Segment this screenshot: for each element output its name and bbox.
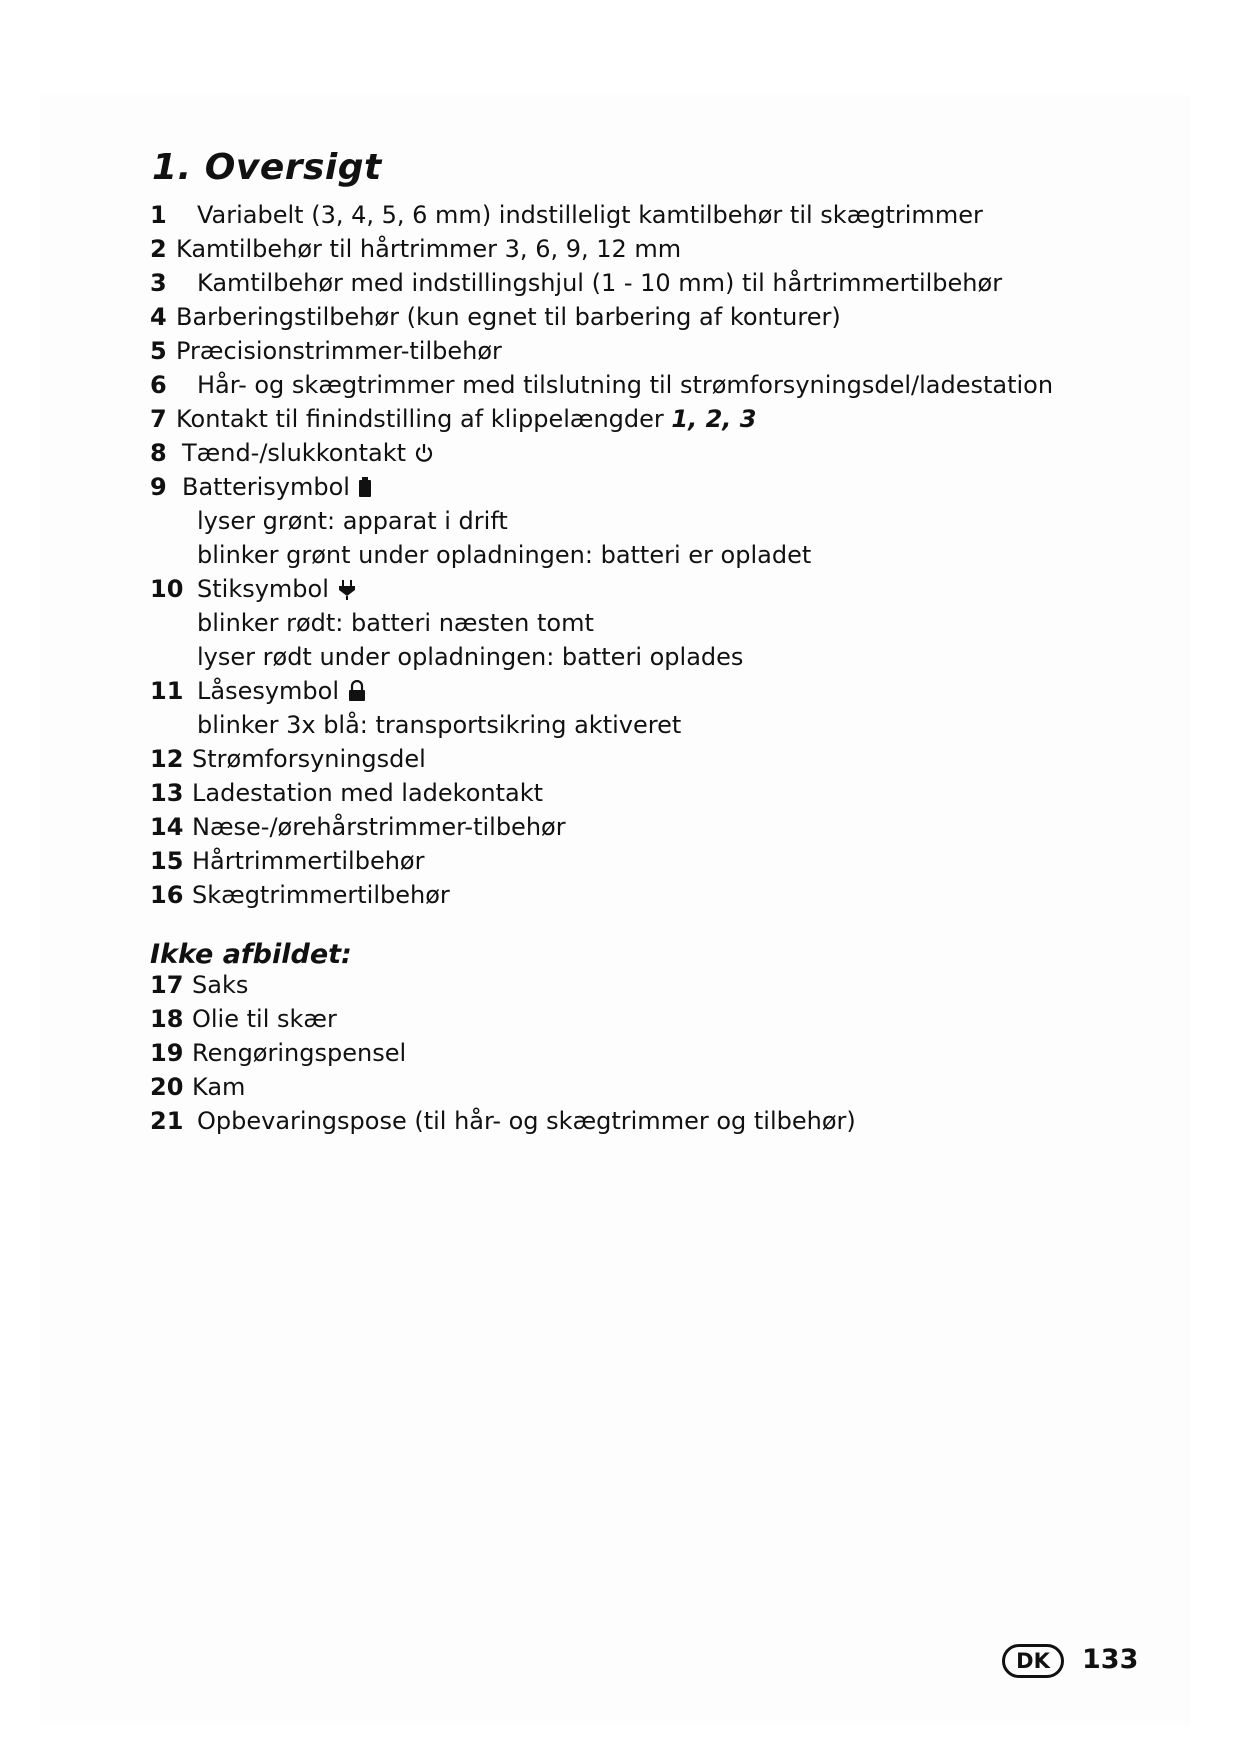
item-number: 5	[150, 337, 167, 365]
item-detail: blinker grønt under opladningen: batteri er opladet	[197, 541, 812, 569]
battery-icon	[358, 474, 378, 496]
lock-icon	[347, 678, 367, 700]
language-badge: DK	[1002, 1644, 1064, 1678]
item-detail: blinker rødt: batteri næsten tomt	[197, 609, 594, 637]
power-icon	[414, 440, 434, 462]
page-number: 133	[1082, 1644, 1139, 1675]
list-item	[150, 437, 434, 469]
item-number: 12	[150, 745, 184, 773]
item-text: Kamtilbehør til hårtrimmer 3, 6, 9, 12 mm	[176, 235, 682, 263]
item-number: 21	[150, 1107, 184, 1135]
list-item	[150, 811, 566, 843]
list-item	[150, 1037, 406, 1069]
item-detail: blinker 3x blå: transportsikring aktiveret	[197, 711, 682, 739]
list-item	[150, 1003, 337, 1035]
item-text: Hårtrimmertilbehør	[192, 847, 425, 875]
list-item	[150, 335, 502, 367]
list-item	[150, 845, 424, 877]
item-text: Batterisymbol	[182, 473, 350, 501]
item-text: Rengøringspensel	[192, 1039, 407, 1067]
item-number: 2	[150, 235, 167, 263]
list-item	[150, 403, 756, 435]
list-item	[150, 267, 1002, 299]
item-number: 16	[150, 881, 184, 909]
item-number: 9	[150, 473, 167, 501]
item-text: Barberingstilbehør (kun egnet til barbering af konturer)	[176, 303, 841, 331]
item-text: Skægtrimmertilbehør	[192, 881, 450, 909]
item-text: Kamtilbehør med indstillingshjul (1 - 10 mm) til hårtrimmertilbehør	[197, 269, 1003, 297]
item-number: 17	[150, 971, 184, 999]
plug-icon	[337, 576, 357, 598]
item-number: 8	[150, 439, 167, 467]
item-number: 19	[150, 1039, 184, 1067]
item-number: 14	[150, 813, 184, 841]
item-number: 7	[150, 405, 167, 433]
item-number: 10	[150, 575, 184, 603]
item-text: Opbevaringspose (til hår- og skægtrimmer og tilbehør)	[197, 1107, 856, 1135]
item-number: 11	[150, 677, 184, 705]
list-item	[150, 675, 367, 707]
item-text: Låsesymbol	[197, 677, 340, 705]
item-text: Kam	[192, 1073, 246, 1101]
list-item	[150, 199, 983, 231]
item-number: 18	[150, 1005, 184, 1033]
list-item	[150, 1105, 856, 1137]
item-number: 6	[150, 371, 167, 399]
item-detail: lyser grønt: apparat i drift	[197, 507, 508, 535]
page-title: 1. Oversigt	[152, 147, 382, 188]
item-text: Stiksymbol	[197, 575, 329, 603]
item-text: Ladestation med ladekontakt	[192, 779, 544, 807]
list-item	[150, 369, 1053, 401]
item-text: Strømforsyningsdel	[192, 745, 426, 773]
item-number: 13	[150, 779, 184, 807]
list-item	[150, 573, 357, 605]
item-number: 3	[150, 269, 167, 297]
item-number: 15	[150, 847, 184, 875]
section-heading: Ikke afbildet:	[150, 939, 352, 970]
item-text: Næse-/ørehårstrimmer-tilbehør	[192, 813, 566, 841]
item-reference-numbers: 1, 2, 3	[671, 405, 757, 433]
item-text: Variabelt (3, 4, 5, 6 mm) indstilleligt kamtilbehør til skægtrimmer	[197, 201, 983, 229]
item-number: 4	[150, 303, 167, 331]
item-text: Præcisionstrimmer-tilbehør	[176, 337, 502, 365]
list-item	[150, 1071, 245, 1103]
item-text: Tænd-/slukkontakt	[182, 439, 407, 467]
item-text: Kontakt til finindstilling af klippelængder	[176, 405, 664, 433]
list-item	[150, 969, 248, 1001]
item-number: 1	[150, 201, 167, 229]
item-text: Olie til skær	[192, 1005, 337, 1033]
list-item	[150, 777, 543, 809]
item-text: Saks	[192, 971, 249, 999]
list-item	[150, 743, 426, 775]
list-item	[150, 471, 378, 503]
item-number: 20	[150, 1073, 184, 1101]
list-item	[150, 301, 841, 333]
list-item	[150, 233, 681, 265]
item-detail: lyser rødt under opladningen: batteri oplades	[197, 643, 744, 671]
list-item	[150, 879, 450, 911]
item-text: Hår- og skægtrimmer med tilslutning til strømforsyningsdel/ladestation	[197, 371, 1054, 399]
